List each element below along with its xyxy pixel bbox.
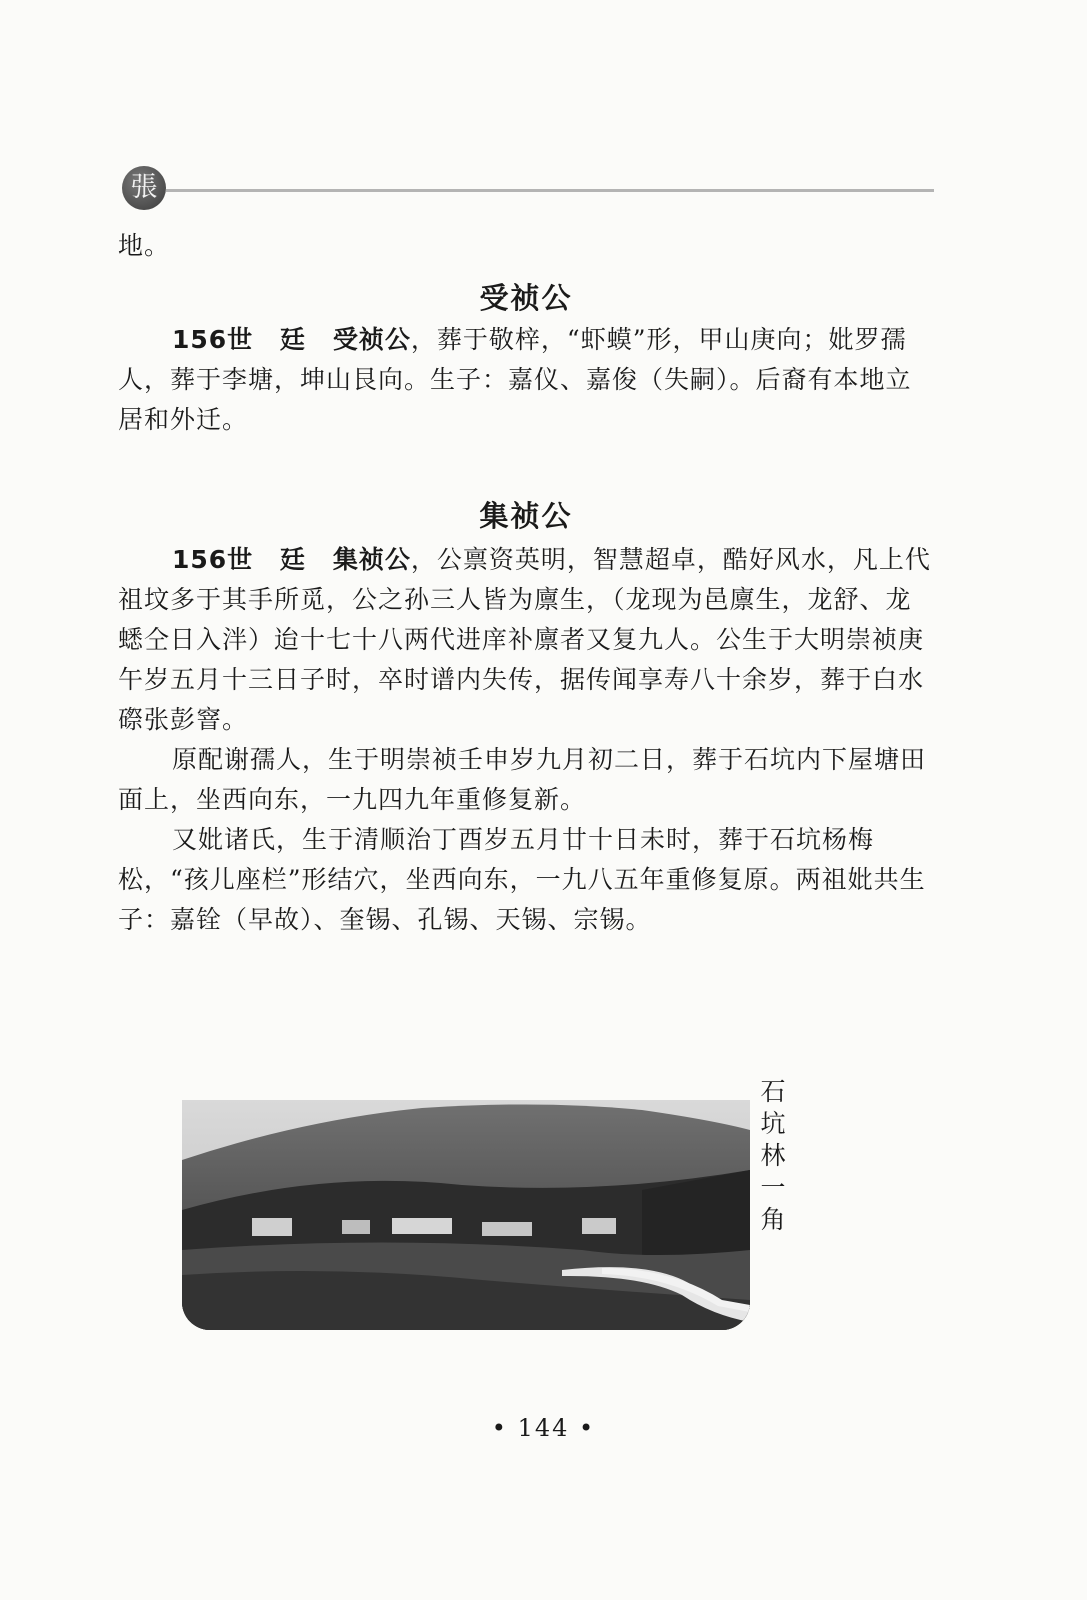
- generation-label: 156世: [172, 545, 254, 574]
- section-body-shouzhen: [118, 320, 934, 440]
- paragraph: 又妣诸氏，生于清顺治丁酉岁五月廿十日未时，葬于石坑杨梅松，“孩儿座栏”形结穴，坐西向东，一九八五年重修复原。两祖妣共生子：嘉铨（早故）、奎锡、孔锡、天锡、宗锡。: [118, 825, 926, 934]
- header-badge: 張: [122, 166, 166, 210]
- name-char: 廷: [280, 545, 307, 574]
- paragraph-body: ，公禀资英明，智慧超卓，酷好风水，凡上代祖坟多于其手所觅，公之孙三人皆为廪生，（龙现为邑廪生，龙舒、龙蟋仝日入泮）迨十七十八两代进庠补廪者又复九人。公生于大明崇祯庚午岁五月十三日子时，卒时谱内失传，据传闻享寿八十余岁，葬于白水磜张彭窨。: [118, 545, 931, 734]
- header-rule: [166, 189, 934, 192]
- section-body-jizhen: [118, 540, 934, 940]
- paragraph: [118, 540, 934, 740]
- paragraph: [118, 320, 934, 440]
- landscape-photo: [182, 1100, 750, 1330]
- section-title-shouzhen: 受祯公: [479, 281, 573, 315]
- person-name: 受祯公: [332, 325, 411, 354]
- photo-caption: 石坑林一角: [760, 1077, 786, 1234]
- paragraph: 原配谢孺人，生于明崇祯壬申岁九月初二日，葬于石坑内下屋塘田面上，坐西向东，一九四九年重修复新。: [118, 745, 927, 814]
- page-number: • 144 •: [491, 1414, 596, 1442]
- section-title-jizhen: 集祯公: [479, 499, 573, 533]
- generation-label: 156世: [172, 325, 254, 354]
- paragraph-body: ，葬于敬梓，“虾蟆”形，甲山庚向；妣罗孺人，葬于李塘，坤山艮向。生子：嘉仪、嘉俊（失嗣）。后裔有本地立居和外迁。: [118, 325, 912, 434]
- name-char: 廷: [280, 325, 307, 354]
- person-name: 集祯公: [332, 545, 411, 574]
- continuation-text: 地。: [118, 231, 171, 260]
